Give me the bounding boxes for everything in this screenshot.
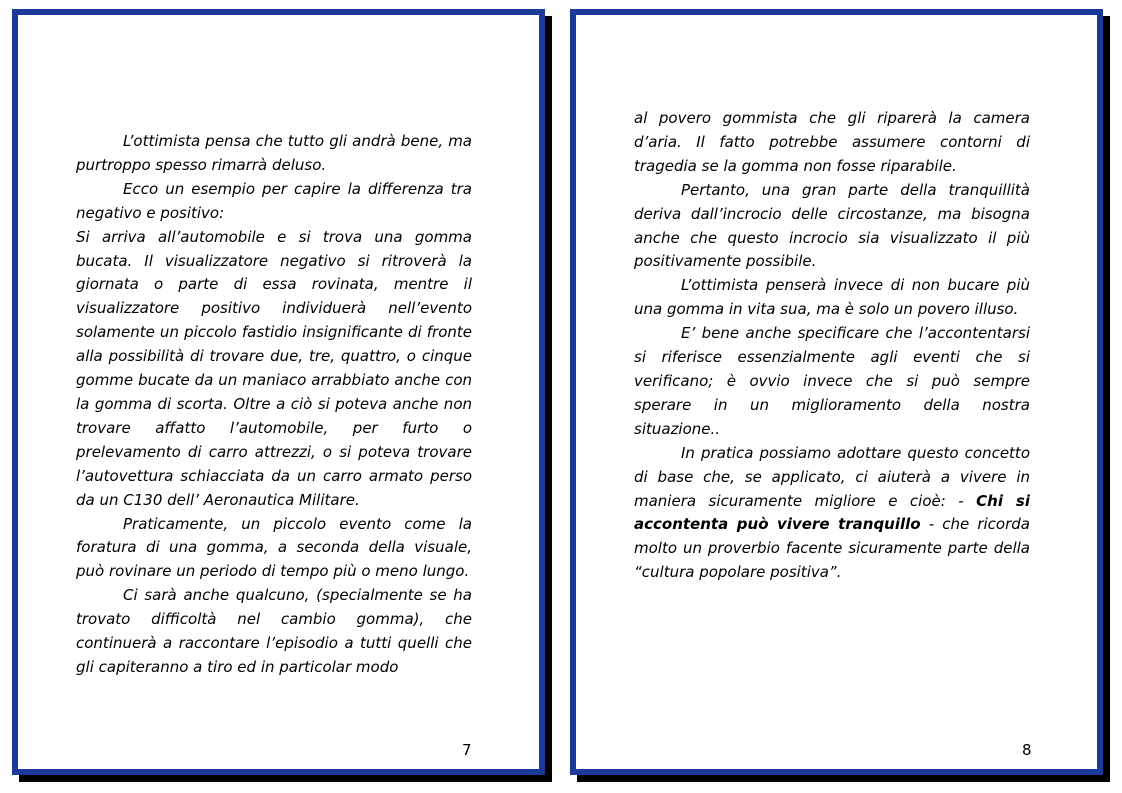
paragraph: Si arriva all’automobile e si trova una gomma bucata. Il visualizzatore negativo si ritroverà la giornata o parte di essa rovinata, mentre il visualizzatore positivo individuerà nell’evento solamente un piccolo fastidio insignificante di fronte alla possibilità di trovare due, tre, quattro, o cinque gomme bucate da un maniaco arrabbiato anche con la gomma di scorta. Oltre a ciò si poteva anche non trovare affatto l’automobile, per furto o prelevamento di carro attrezzi, o si poteva trovare l’autovettura schiacciata da un carro armato perso da un C130 dell’ Aeronautica Militare.: [76, 227, 472, 509]
page-left: [12, 9, 545, 775]
page-text: [76, 130, 472, 680]
page-number: 7: [462, 741, 472, 759]
paragraph: E’ bene anche specificare che l’accontentarsi si riferisce essenzialmente agli eventi che si verificano; è ovvio invece che si può sempre sperare in un miglioramento della nostra situazione..: [634, 324, 1030, 438]
page-right: [570, 9, 1103, 775]
paragraph: Ci sarà anche qualcuno, (specialmente se ha trovato difficoltà nel cambio gomma), che continuerà a raccontare l’episodio a tutti quelli che gli capiteranno a tiro ed in particolar modo: [76, 586, 472, 676]
paragraph-text: In pratica possiamo adottare questo concetto di base che, se applicato, ci aiuterà a vivere in maniera sicuramente migliore e cioè: -: [634, 443, 1030, 510]
paragraph: [634, 442, 1030, 585]
proverb: Chi si accontenta può vivere tranquillo: [634, 491, 1030, 534]
page-text: [634, 107, 1030, 585]
paragraph: Ecco un esempio per capire la differenza tra negativo e positivo:: [76, 179, 472, 222]
page-number: 8: [1022, 741, 1032, 759]
paragraph: Pertanto, una gran parte della tranquillità deriva dall’incrocio delle circostanze, ma bisogna anche che questo incrocio sia visualizzato il più positivamente possibile.: [634, 180, 1030, 271]
paragraph: al povero gommista che gli riparerà la camera d’aria. Il fatto potrebbe assumere contorni di tragedia se la gomma non fosse riparabile.: [634, 109, 1030, 175]
paragraph: Praticamente, un piccolo evento come la foratura di una gomma, a seconda della visuale, può rovinare un periodo di tempo più o meno lungo.: [76, 514, 472, 581]
paragraph-text: - che ricorda molto un proverbio facente sicuramente parte della “cultura popolare positiva”.: [634, 515, 1030, 582]
paragraph: L’ottimista penserà invece di non bucare più una gomma in vita sua, ma è solo un povero illuso.: [634, 276, 1030, 319]
paragraph: L’ottimista pensa che tutto gli andrà bene, ma purtroppo spesso rimarrà deluso.: [76, 132, 472, 174]
